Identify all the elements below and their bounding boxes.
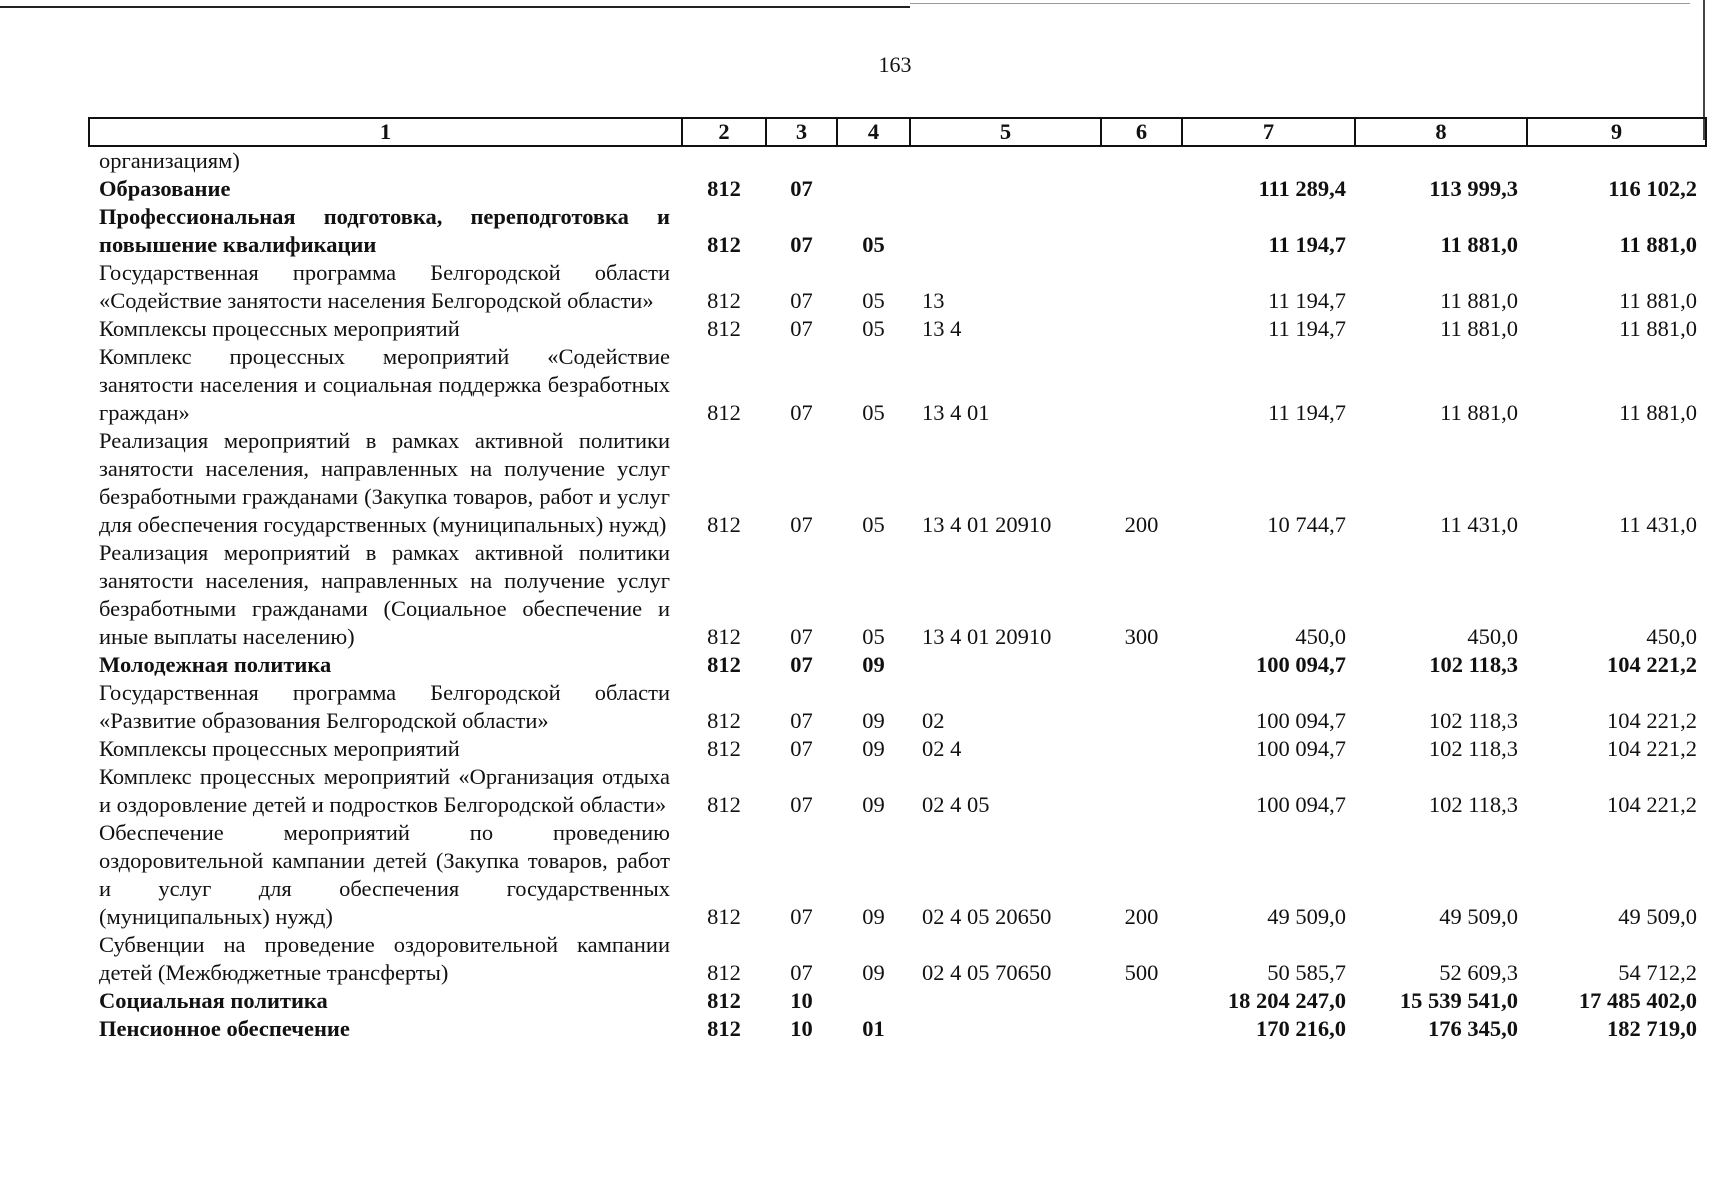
column-header: 7 <box>1182 118 1355 146</box>
amount-cell: 49 509,0 <box>1267 904 1346 929</box>
item-name-cell: Реализация мероприятий в рамках активной политики занятости населения, направленных на получение услуг безработными гражданами (Закупка товаров, работ и услуг для обеспечения государственных (муниципальных) нужд) <box>99 428 670 537</box>
target-article-cell <box>910 146 1101 175</box>
column-header: 8 <box>1355 118 1527 146</box>
amount-cell: 176 345,0 <box>1428 1016 1518 1041</box>
column-header: 6 <box>1101 118 1182 146</box>
section-code-cell: 07 <box>790 708 813 733</box>
ministry-code-cell: 812 <box>707 708 741 733</box>
amount-cell: 11 881,0 <box>1619 232 1697 257</box>
table-row <box>89 539 1706 651</box>
table-row <box>89 651 1706 679</box>
section-code-cell: 10 <box>790 988 813 1013</box>
amount-cell <box>1355 146 1527 175</box>
ministry-code-cell: 812 <box>707 316 741 341</box>
amount-cell: 102 118,3 <box>1429 652 1518 677</box>
amount-cell: 49 509,0 <box>1618 904 1697 929</box>
ministry-code-cell: 812 <box>707 232 741 257</box>
expense-type-cell <box>1101 175 1182 203</box>
item-name-cell: организациям) <box>99 148 240 173</box>
target-article-cell: 13 4 <box>922 316 962 341</box>
amount-cell: 170 216,0 <box>1256 1016 1346 1041</box>
amount-cell: 11 431,0 <box>1619 512 1697 537</box>
amount-cell: 18 204 247,0 <box>1227 988 1346 1013</box>
target-article-cell: 13 <box>922 288 945 313</box>
budget-table <box>88 117 1707 1043</box>
section-code-cell <box>766 146 837 175</box>
target-article-cell: 02 <box>922 708 945 733</box>
item-name-cell: Реализация мероприятий в рамках активной политики занятости населения, направленных на получение услуг безработными гражданами (Социальное обеспечение и иные выплаты населению) <box>99 540 670 649</box>
section-code-cell: 07 <box>790 652 813 677</box>
target-article-cell: 13 4 01 <box>922 400 990 425</box>
section-code-cell: 07 <box>790 288 813 313</box>
amount-cell: 11 194,7 <box>1268 400 1346 425</box>
amount-cell: 49 509,0 <box>1439 904 1518 929</box>
ministry-code-cell: 812 <box>707 960 741 985</box>
item-name-cell: Обеспечение мероприятий по проведению оздоровительной кампании детей (Закупка товаров, работ и услуг для обеспечения государственных (муниципальных) нужд) <box>99 820 670 929</box>
amount-cell: 102 118,3 <box>1428 736 1518 761</box>
top-border-line-faint <box>910 3 1690 4</box>
amount-cell: 10 744,7 <box>1267 512 1346 537</box>
expense-type-cell <box>1101 343 1182 427</box>
item-name-cell: Комплексы процессных мероприятий <box>99 316 460 341</box>
subsection-code-cell: 09 <box>862 736 885 761</box>
expense-type-cell <box>1101 315 1182 343</box>
table-row <box>89 763 1706 819</box>
section-code-cell: 07 <box>790 232 813 257</box>
amount-cell: 15 539 541,0 <box>1399 988 1518 1013</box>
amount-cell: 450,0 <box>1295 624 1346 649</box>
ministry-code-cell: 812 <box>707 1016 741 1041</box>
section-code-cell: 07 <box>790 400 813 425</box>
amount-cell: 52 609,3 <box>1439 960 1518 985</box>
subsection-code-cell: 05 <box>862 316 885 341</box>
subsection-code-cell: 05 <box>862 400 885 425</box>
subsection-code-cell: 09 <box>862 652 885 677</box>
amount-cell: 102 118,3 <box>1428 708 1518 733</box>
amount-cell: 11 881,0 <box>1440 288 1518 313</box>
item-name-cell: Государственная программа Белгородской области «Содействие занятости населения Белгородской области» <box>99 260 670 313</box>
table-row <box>89 343 1706 427</box>
subsection-code-cell: 05 <box>862 624 885 649</box>
subsection-code-cell: 01 <box>862 1016 885 1041</box>
section-code-cell: 07 <box>790 176 813 201</box>
column-header: 4 <box>837 118 910 146</box>
expense-type-cell <box>1101 763 1182 819</box>
column-header: 2 <box>682 118 766 146</box>
ministry-code-cell: 812 <box>707 904 741 929</box>
ministry-code-cell: 812 <box>707 512 741 537</box>
item-name-cell: Профессиональная подготовка, переподготовка и повышение квалификации <box>99 204 670 257</box>
expense-type-cell <box>1101 203 1182 259</box>
expense-type-cell <box>1101 987 1182 1015</box>
subsection-code-cell: 09 <box>862 708 885 733</box>
amount-cell: 54 712,2 <box>1618 960 1697 985</box>
amount-cell: 100 094,7 <box>1256 736 1346 761</box>
amount-cell: 100 094,7 <box>1256 792 1346 817</box>
table-row <box>89 735 1706 763</box>
ministry-code-cell: 812 <box>707 652 741 677</box>
table-row <box>89 987 1706 1015</box>
expense-type-cell <box>1101 651 1182 679</box>
expense-type-cell: 500 <box>1124 960 1159 985</box>
target-article-cell: 13 4 01 20910 <box>922 624 1052 649</box>
ministry-code-cell <box>682 146 766 175</box>
subsection-code-cell: 05 <box>862 232 885 257</box>
amount-cell: 113 999,3 <box>1429 176 1518 201</box>
subsection-code-cell <box>837 146 910 175</box>
amount-cell: 116 102,2 <box>1608 176 1697 201</box>
section-code-cell: 07 <box>790 960 813 985</box>
column-header: 9 <box>1527 118 1706 146</box>
ministry-code-cell: 812 <box>707 400 741 425</box>
amount-cell: 104 221,2 <box>1607 736 1697 761</box>
item-name-cell: Образование <box>99 176 231 201</box>
section-code-cell: 07 <box>790 904 813 929</box>
amount-cell <box>1527 146 1706 175</box>
expense-type-cell <box>1101 259 1182 315</box>
amount-cell: 450,0 <box>1646 624 1697 649</box>
expense-type-cell <box>1101 1015 1182 1043</box>
amount-cell: 450,0 <box>1467 624 1518 649</box>
target-article-cell: 02 4 <box>922 736 962 761</box>
table-row <box>89 203 1706 259</box>
table-header-row <box>89 118 1706 146</box>
subsection-code-cell: 05 <box>862 288 885 313</box>
table-row <box>89 819 1706 931</box>
amount-cell: 100 094,7 <box>1256 652 1346 677</box>
section-code-cell: 07 <box>790 624 813 649</box>
item-name-cell: Комплекс процессных мероприятий «Организация отдыха и оздоровление детей и подростков Белгородской области» <box>99 764 670 817</box>
table-row <box>89 315 1706 343</box>
table-row <box>89 679 1706 735</box>
amount-cell: 11 881,0 <box>1440 400 1518 425</box>
amount-cell: 11 194,7 <box>1268 232 1346 257</box>
item-name-cell: Молодежная политика <box>99 652 332 677</box>
item-name-cell: Комплекс процессных мероприятий «Содействие занятости населения и социальная поддержка безработных граждан» <box>99 344 670 425</box>
amount-cell: 104 221,2 <box>1607 708 1697 733</box>
ministry-code-cell: 812 <box>707 624 741 649</box>
amount-cell: 11 881,0 <box>1619 288 1697 313</box>
amount-cell: 104 221,2 <box>1607 652 1697 677</box>
amount-cell: 11 881,0 <box>1440 232 1518 257</box>
subsection-code-cell <box>837 987 910 1015</box>
table-row <box>89 1015 1706 1043</box>
subsection-code-cell: 09 <box>862 960 885 985</box>
ministry-code-cell: 812 <box>707 736 741 761</box>
table-row <box>89 146 1706 175</box>
target-article-cell: 13 4 01 20910 <box>922 512 1052 537</box>
target-article-cell <box>910 1015 1101 1043</box>
subsection-code-cell <box>837 175 910 203</box>
table-body <box>89 146 1706 1043</box>
page-number: 163 <box>878 52 912 77</box>
amount-cell: 11 881,0 <box>1619 316 1697 341</box>
subsection-code-cell: 09 <box>862 792 885 817</box>
section-code-cell: 07 <box>790 792 813 817</box>
expense-type-cell <box>1101 735 1182 763</box>
item-name-cell: Комплексы процессных мероприятий <box>99 736 460 761</box>
amount-cell: 100 094,7 <box>1256 708 1346 733</box>
amount-cell: 102 118,3 <box>1428 792 1518 817</box>
table-row <box>89 259 1706 315</box>
column-header: 1 <box>89 118 682 146</box>
expense-type-cell: 200 <box>1124 512 1159 537</box>
amount-cell: 11 881,0 <box>1440 316 1518 341</box>
target-article-cell <box>910 175 1101 203</box>
target-article-cell: 02 4 05 20650 <box>922 904 1052 929</box>
amount-cell: 11 881,0 <box>1619 400 1697 425</box>
section-code-cell: 07 <box>790 512 813 537</box>
expense-type-cell: 300 <box>1124 624 1159 649</box>
table-row <box>89 175 1706 203</box>
target-article-cell <box>910 987 1101 1015</box>
item-name-cell: Субвенции на проведение оздоровительной кампании детей (Межбюджетные трансферты) <box>99 932 670 985</box>
target-article-cell <box>910 203 1101 259</box>
section-code-cell: 07 <box>790 316 813 341</box>
expense-type-cell: 200 <box>1124 904 1159 929</box>
amount-cell: 111 289,4 <box>1258 176 1346 201</box>
item-name-cell: Пенсионное обеспечение <box>99 1016 350 1041</box>
item-name-cell: Государственная программа Белгородской области «Развитие образования Белгородской области» <box>99 680 670 733</box>
expense-type-cell <box>1101 146 1182 175</box>
ministry-code-cell: 812 <box>707 176 741 201</box>
amount-cell: 182 719,0 <box>1607 1016 1697 1041</box>
amount-cell: 50 585,7 <box>1267 960 1346 985</box>
section-code-cell: 10 <box>790 1016 813 1041</box>
ministry-code-cell: 812 <box>707 988 741 1013</box>
amount-cell: 11 194,7 <box>1268 316 1346 341</box>
subsection-code-cell: 05 <box>862 512 885 537</box>
section-code-cell: 07 <box>790 736 813 761</box>
amount-cell: 11 194,7 <box>1268 288 1346 313</box>
amount-cell: 104 221,2 <box>1607 792 1697 817</box>
column-header: 3 <box>766 118 837 146</box>
expense-type-cell <box>1101 679 1182 735</box>
ministry-code-cell: 812 <box>707 792 741 817</box>
amount-cell <box>1182 146 1355 175</box>
amount-cell: 11 431,0 <box>1440 512 1518 537</box>
item-name-cell: Социальная политика <box>99 988 328 1013</box>
target-article-cell: 02 4 05 <box>922 792 990 817</box>
table-row <box>89 427 1706 539</box>
target-article-cell <box>910 651 1101 679</box>
table-row <box>89 931 1706 987</box>
amount-cell: 17 485 402,0 <box>1578 988 1697 1013</box>
target-article-cell: 02 4 05 70650 <box>922 960 1052 985</box>
subsection-code-cell: 09 <box>862 904 885 929</box>
ministry-code-cell: 812 <box>707 288 741 313</box>
top-border-line <box>0 6 910 8</box>
column-header: 5 <box>910 118 1101 146</box>
